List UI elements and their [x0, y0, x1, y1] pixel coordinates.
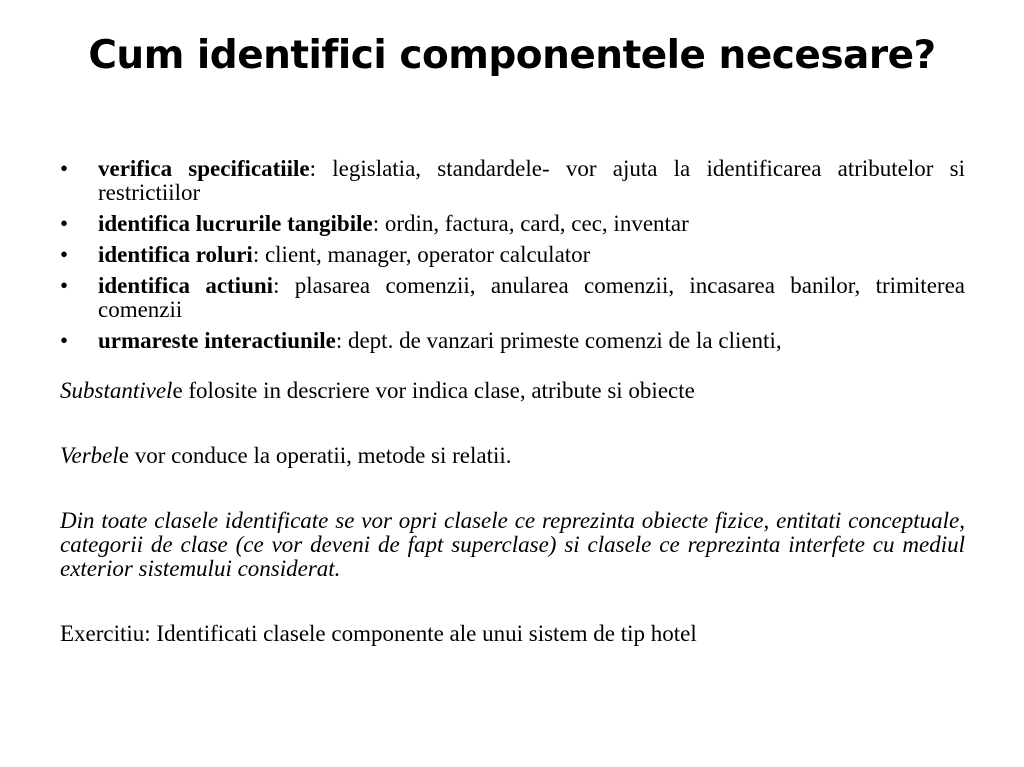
- bullet-icon: •: [60, 328, 69, 353]
- bullet-term: identifica lucrurile tangibile: [98, 211, 373, 236]
- bullet-icon: •: [60, 273, 69, 298]
- paragraph-text: e folosite in descriere vor indica clase, atribute si obiecte: [172, 378, 695, 403]
- bullet-term: identifica actiuni: [98, 273, 274, 298]
- bullet-item: [60, 157, 965, 205]
- bullet-term: identifica roluri: [98, 242, 253, 267]
- bullet-list: [60, 157, 965, 353]
- paragraph-exercitiu: Exercitiu: Identificati clasele componente ale unui sistem de tip hotel: [60, 621, 697, 646]
- paragraph-clase: Din toate clasele identificate se vor opri clasele ce reprezinta obiecte fizice, entitati conceptuale, categorii de clase (ce vor deveni de fapt superclase) si clasele ce reprezinta interfete cu mediul exterior sistemului considerat.: [60, 508, 965, 581]
- bullet-icon: •: [60, 156, 69, 181]
- bullet-icon: •: [60, 211, 69, 236]
- bullet-item: [60, 212, 965, 236]
- slide-body: [60, 157, 965, 646]
- bullet-icon: •: [60, 242, 69, 267]
- paragraph-text: e vor conduce la operatii, metode si relatii.: [118, 443, 512, 468]
- bullet-term: urmareste interactiunile: [98, 328, 336, 353]
- paragraph-emphasis: Substantivel: [60, 378, 173, 403]
- bullet-text: : plasarea comenzii, anularea comenzii, incasarea banilor, trimiterea comenzii: [98, 273, 965, 322]
- bullet-item: [60, 329, 965, 353]
- bullet-text: : ordin, factura, card, cec, inventar: [372, 211, 689, 236]
- bullet-text: : legislatia, standardele- vor ajuta la identificarea atributelor si restrictiilor: [98, 156, 965, 205]
- bullet-text: : dept. de vanzari primeste comenzi de la clienti,: [335, 328, 782, 353]
- bullet-item: [60, 243, 965, 267]
- paragraph-substantive: [60, 379, 965, 403]
- slide-title: Cum identifici componentele necesare?: [88, 33, 936, 78]
- bullet-item: [60, 274, 965, 322]
- paragraph-verbe: [60, 444, 965, 468]
- bullet-term: verifica specificatiile: [98, 156, 310, 181]
- bullet-text: : client, manager, operator calculator: [252, 242, 591, 267]
- paragraph-emphasis: Verbel: [60, 443, 119, 468]
